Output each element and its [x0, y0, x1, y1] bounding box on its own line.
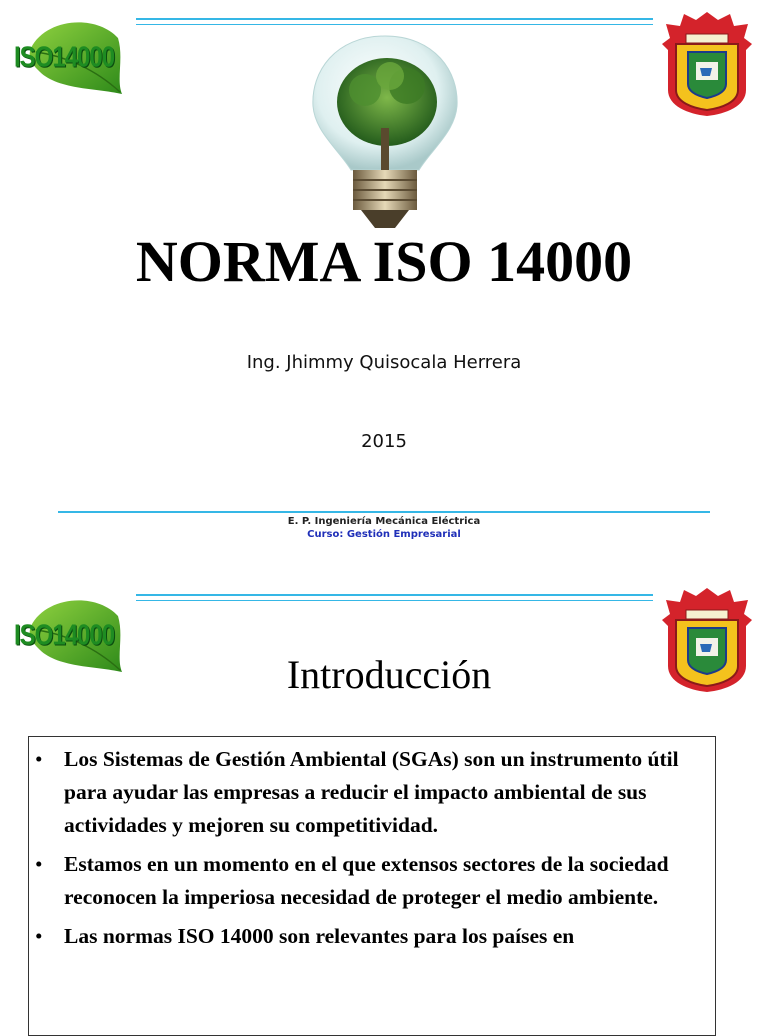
school-name: E. P. Ingeniería Mecánica Eléctrica — [287, 516, 481, 527]
iso-logo-text: ISO14000 — [14, 619, 115, 652]
content-box — [28, 736, 716, 1036]
bullet-icon: • — [35, 747, 43, 771]
top-rule-thin — [136, 600, 653, 601]
university-seal-icon — [660, 10, 754, 118]
bullet-list — [29, 737, 715, 953]
iso-logo — [6, 18, 126, 98]
top-rule-thin — [136, 24, 653, 25]
top-rule — [136, 594, 653, 596]
list-item — [29, 848, 705, 914]
lightbulb-tree-icon — [295, 28, 475, 238]
slide-title: NORMA ISO 14000 — [135, 229, 633, 294]
course-name: Curso: Gestión Empresarial — [307, 529, 461, 540]
footer-rule — [58, 511, 710, 513]
slide-title: Introducción — [286, 652, 492, 697]
bullet-icon: • — [35, 852, 43, 876]
iso-logo-text: ISO14000 — [14, 41, 115, 74]
bullet-text: Las normas ISO 14000 son relevantes para los países en — [64, 924, 575, 948]
bullet-text: Los Sistemas de Gestión Ambiental (SGAs) son un instrumento útil para ayudar las empresas a reducir el impacto ambiental de sus actividades y mejoren su competitividad. — [64, 747, 679, 837]
top-rule — [136, 18, 653, 20]
list-item — [29, 743, 705, 842]
bullet-text: Estamos en un momento en el que extensos sectores de la sociedad reconocen la imperiosa necesidad de proteger el medio ambiente. — [64, 852, 669, 909]
year: 2015 — [361, 431, 407, 452]
list-item — [29, 920, 705, 953]
author-name: Ing. Jhimmy Quisocala Herrera — [246, 352, 522, 373]
bullet-icon: • — [35, 924, 43, 948]
slide-2 — [0, 556, 768, 1024]
